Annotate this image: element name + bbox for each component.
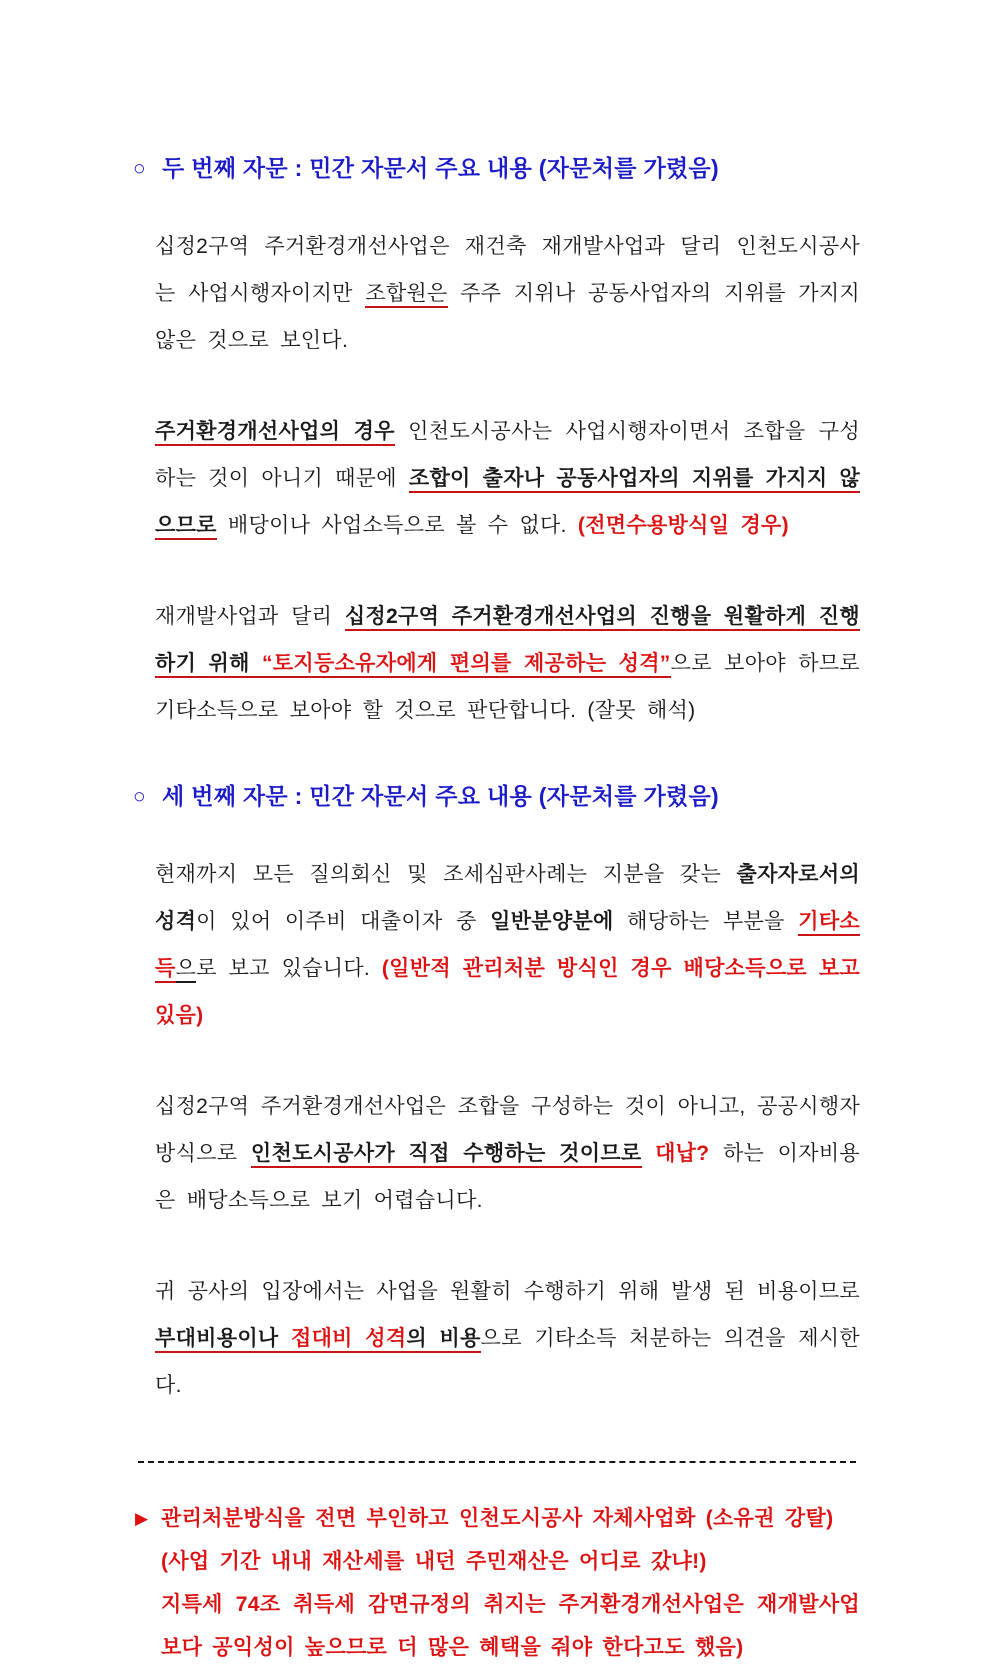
text-run: 조합원은 bbox=[365, 282, 447, 308]
text-run: 인천도시공사는 사업시행자이면서 조합을 구성하는 것이 아니기 때문에 bbox=[155, 420, 860, 490]
text-run: 으 bbox=[176, 957, 197, 983]
note-line: 지특세 74조 취득세 감면규정의 취지는 주거환경개선사업은 재개발사업보다 공익성이 높으므로 더 많은 혜택을 줘야 한다고도 했음) bbox=[161, 1593, 860, 1659]
paragraph bbox=[155, 1268, 872, 1409]
text-run: 배당이나 사업소득으로 볼 수 없다. bbox=[216, 514, 578, 537]
text-run: (일반적 관리처분 방식인 경우 배당소득으로 보고 있음) bbox=[155, 957, 872, 1027]
text-run: 주주 지위나 공동사업자의 지위를 가지지 않은 것으로 보인다. bbox=[155, 282, 872, 352]
text-run: 십정2구역 주거환경개선사업의 진행을 원활하게 진행하기 위해 bbox=[155, 605, 860, 678]
note-block bbox=[135, 1497, 860, 1669]
text-run: (전면수용방식일 경우) bbox=[577, 514, 789, 537]
text-run: 십정2구역 주거환경개선사업은 조합을 구성하는 것이 아니고, 공공시행자 방식으로 bbox=[155, 1095, 872, 1165]
text-run: “토지등소유자에게 편의를 제공하는 성격” bbox=[262, 652, 671, 678]
text-run: 으로 기타소득 처분하는 의견을 제시한다. bbox=[155, 1327, 860, 1397]
heading-text: 세 번째 자문 : 민간 자문서 주요 내용 (자문처를 가렸음) bbox=[161, 783, 719, 809]
text-run bbox=[642, 1142, 656, 1165]
text-run: 의 비용 bbox=[406, 1327, 480, 1353]
paragraph bbox=[155, 851, 872, 1039]
text-run: 으로 보아야 하므로 기타소득으로 보아야 할 것으로 판단합니다. (잘못 해석) bbox=[155, 652, 872, 722]
circle-bullet-icon: ○ bbox=[133, 157, 146, 180]
note-line: 관리처분방식을 전면 부인하고 인천도시공사 자체사업화 (소유권 강탈) bbox=[161, 1507, 834, 1530]
note-line: (사업 기간 내내 재산세를 내던 주민재산은 어디로 갔냐!) bbox=[161, 1550, 707, 1573]
text-run: 접대비 성격 bbox=[291, 1327, 406, 1353]
note-lines bbox=[161, 1497, 860, 1669]
text-run: 이 있어 이주비 대출이자 중 bbox=[196, 910, 491, 933]
section-heading bbox=[133, 778, 860, 811]
text-run: 일반분양분에 bbox=[490, 910, 614, 933]
paragraph bbox=[155, 223, 872, 364]
text-run: 조합이 출자나 공동사업자의 지위를 가지지 않으므로 bbox=[155, 467, 860, 540]
text-run: 부대비용이나 bbox=[155, 1327, 291, 1353]
text-run: 인천도시공사가 직접 수행하는 것이므로 bbox=[251, 1142, 642, 1168]
text-run: 재개발사업과 달리 bbox=[155, 605, 345, 628]
text-run: 로 보고 있습니다. bbox=[196, 957, 382, 980]
triangle-bullet-icon: ▶ bbox=[135, 1509, 149, 1528]
heading-text: 두 번째 자문 : 민간 자문서 주요 내용 (자문처를 가렸음) bbox=[161, 155, 719, 181]
section-heading bbox=[133, 150, 860, 183]
document-body bbox=[133, 150, 872, 1669]
text-run: 하는 이자비용은 배당소득으로 보기 어렵습니다. bbox=[155, 1142, 861, 1212]
text-run: 현재까지 모든 질의회신 및 조세심판사례는 지분을 갖는 bbox=[155, 863, 737, 886]
circle-bullet-icon: ○ bbox=[133, 785, 146, 808]
paragraph bbox=[155, 1083, 872, 1224]
text-run: 십정2구역 주거환경개선사업은 재건축 재개발사업과 달리 인천도시공사는 사업시행자이지만 bbox=[155, 235, 860, 305]
text-run: 기타소득 bbox=[155, 910, 860, 983]
text-run: 귀 공사의 입장에서는 사업을 원활히 수행하기 위해 발생 된 비용이므로 bbox=[155, 1280, 872, 1303]
dashed-divider bbox=[138, 1461, 856, 1463]
paragraph bbox=[155, 593, 872, 734]
text-run: 주거환경개선사업의 경우 bbox=[155, 420, 395, 446]
text-run: 대납? bbox=[655, 1142, 710, 1165]
text-run: 출자자로서의 성격 bbox=[155, 863, 872, 933]
paragraph bbox=[155, 408, 860, 549]
text-run: 해당하는 부분을 bbox=[613, 910, 799, 933]
